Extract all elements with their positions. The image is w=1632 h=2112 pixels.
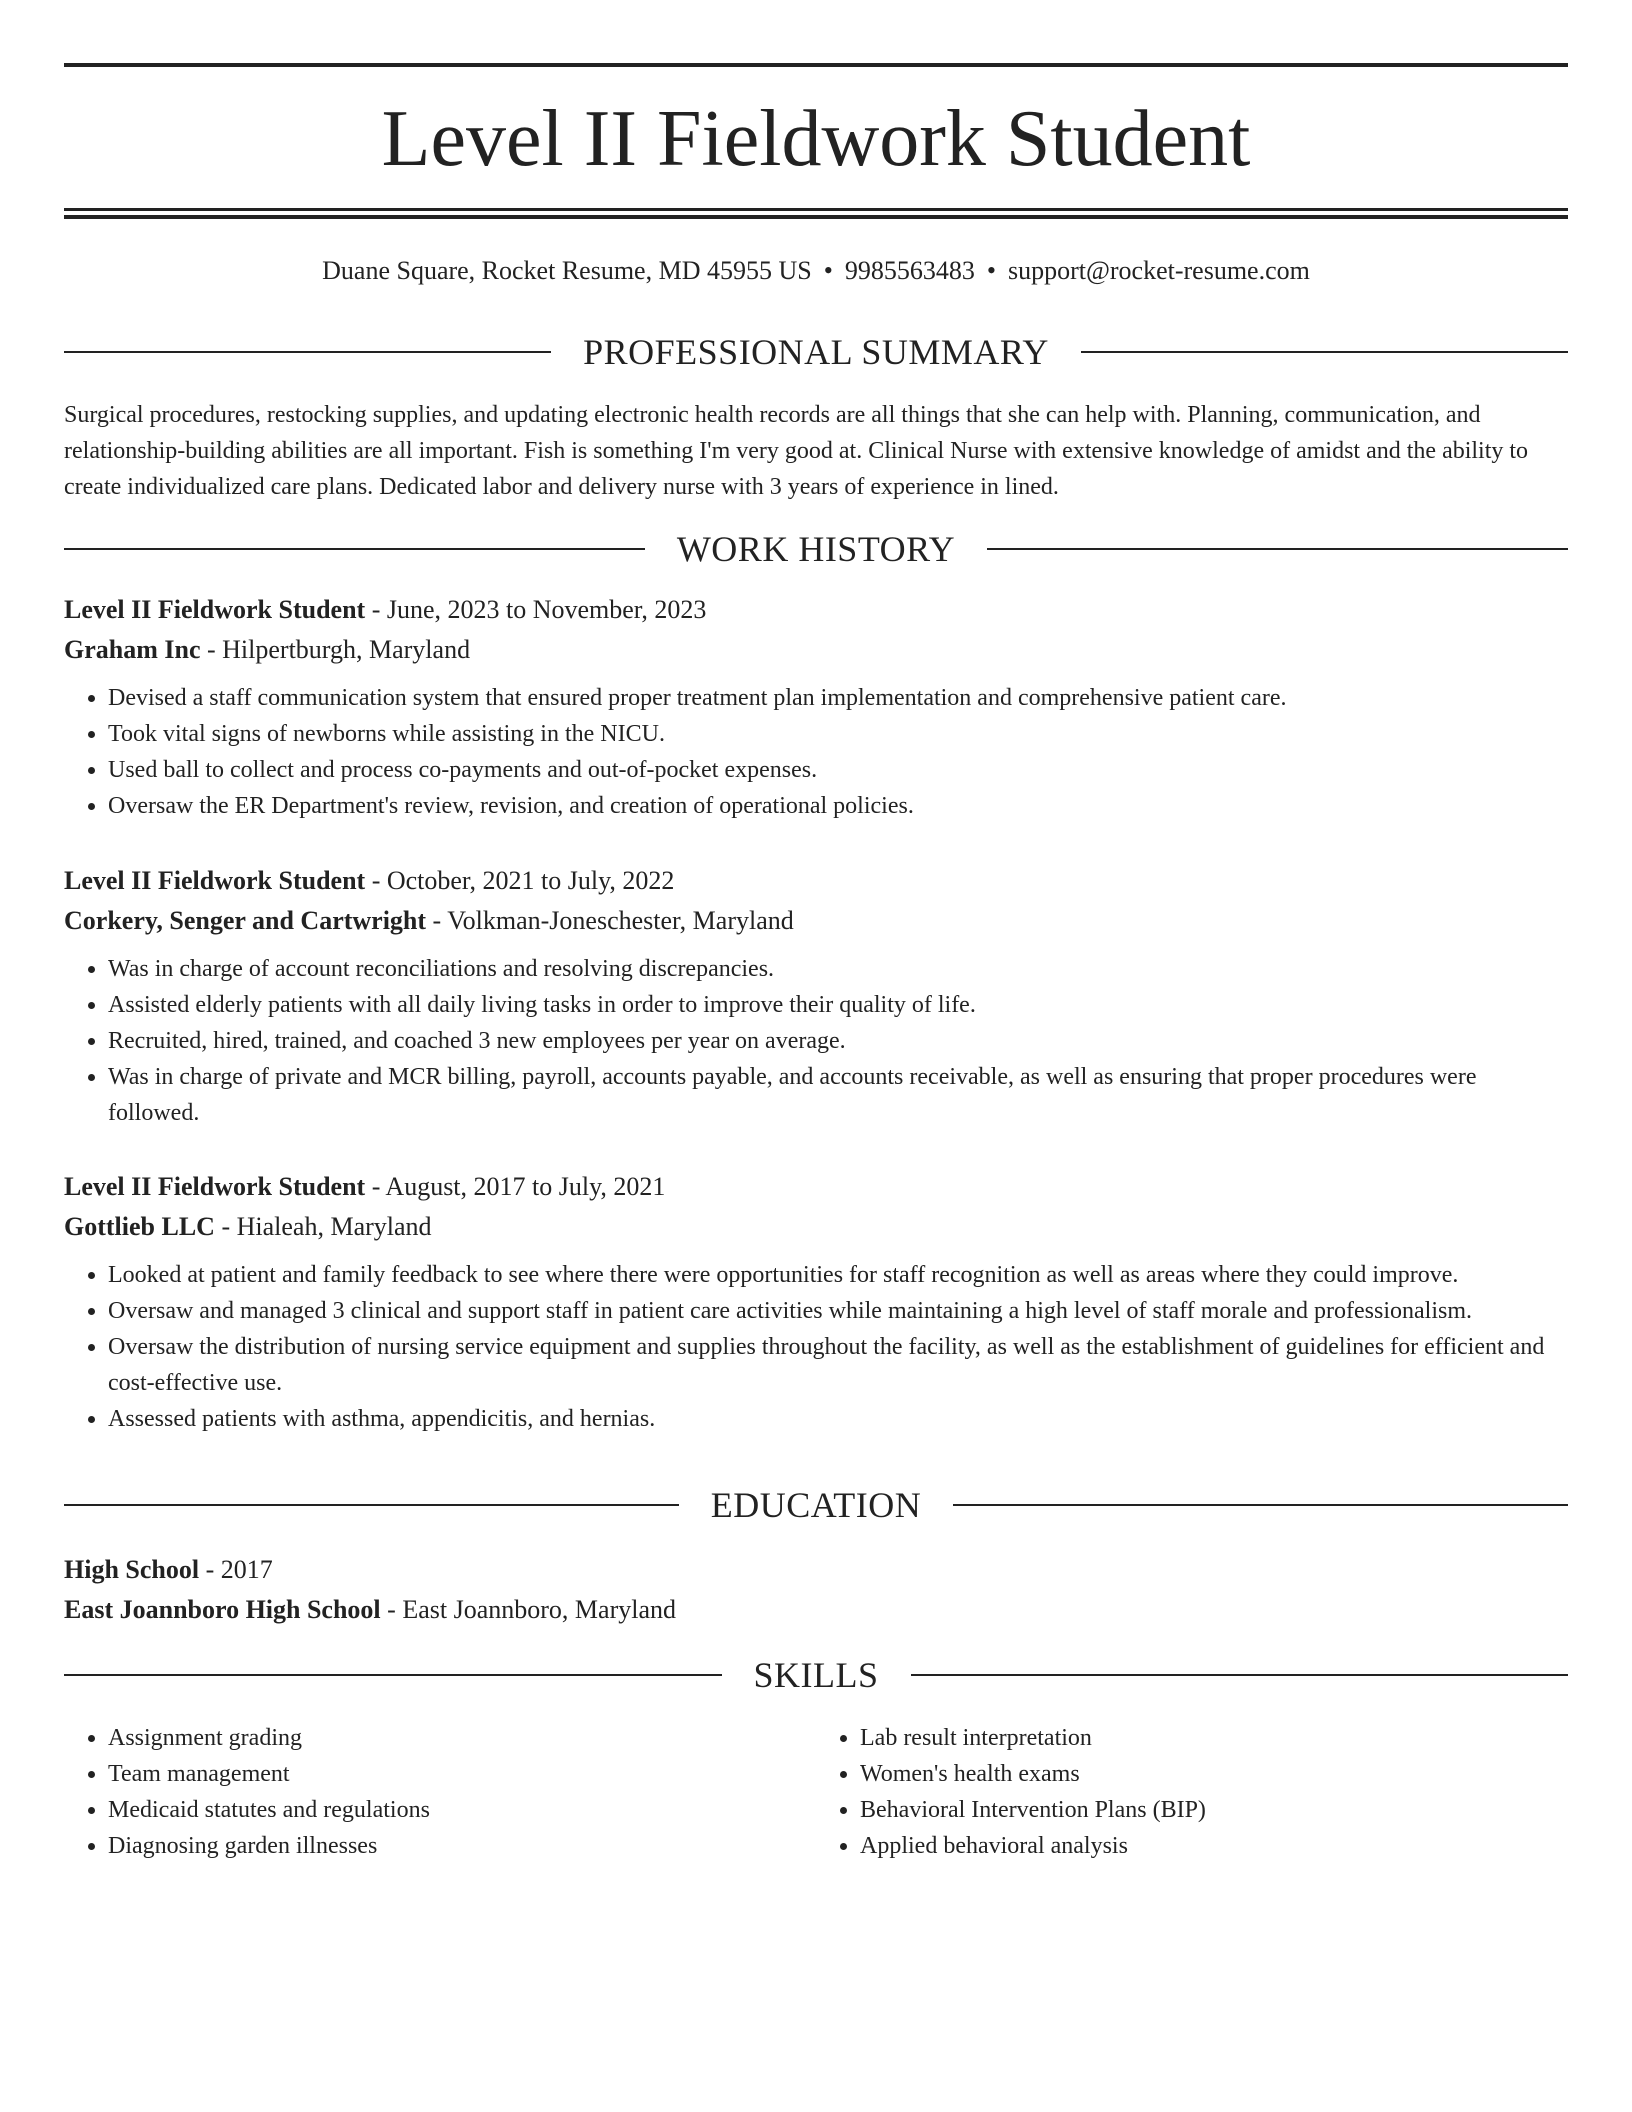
heading-rule — [64, 1674, 722, 1676]
job-bullets — [64, 951, 1568, 1131]
job-title: Level II Fieldwork Student — [64, 866, 366, 895]
skills-list — [64, 1720, 1568, 1864]
job-bullet: • Was in charge of account reconciliations and resolving discrepancies. — [108, 951, 1568, 987]
education-year: - 2017 — [199, 1555, 273, 1584]
job-bullet: • Looked at patient and family feedback to see where there were opportunities for staff recognition as well as areas where they could improve. — [108, 1257, 1568, 1293]
education-school-line — [64, 1590, 1568, 1630]
contact-address: Duane Square, Rocket Resume, MD 45955 US — [322, 256, 812, 285]
job-location: - Hialeah, Maryland — [214, 1212, 432, 1241]
job-bullet: • Recruited, hired, trained, and coached 3 new employees per year on average. — [108, 1023, 1568, 1059]
job-location: - Volkman-Joneschester, Maryland — [426, 906, 794, 935]
heading-rule — [953, 1504, 1568, 1506]
job-title-line — [64, 590, 1568, 630]
contact-separator: • — [986, 256, 996, 285]
top-rule — [64, 63, 1568, 67]
job-bullet: • Oversaw the ER Department's review, revision, and creation of operational policies. — [108, 788, 1568, 824]
skills-column-right — [816, 1720, 1568, 1864]
job-title-line — [64, 1167, 1568, 1207]
job-entry-1 — [64, 590, 1568, 824]
job-bullet: • Was in charge of private and MCR billing, payroll, accounts payable, and accounts receivable, as well as ensuring that proper procedures were followed. — [108, 1059, 1568, 1131]
job-location: - Hilpertburgh, Maryland — [200, 635, 471, 664]
job-bullet: • Assisted elderly patients with all daily living tasks in order to improve their quality of life. — [108, 987, 1568, 1023]
education-heading-title: EDUCATION — [710, 1485, 922, 1525]
contact-line — [64, 254, 1568, 288]
job-bullet: • Oversaw and managed 3 clinical and support staff in patient care activities while maintaining a high level of staff morale and professionalism. — [108, 1293, 1568, 1329]
job-title: Level II Fieldwork Student — [64, 1172, 366, 1201]
skills-heading-title: SKILLS — [753, 1655, 879, 1695]
resume-name: Level II Fieldwork Student — [381, 95, 1251, 183]
work-history-heading-title: WORK HISTORY — [676, 529, 956, 569]
heading-rule — [987, 548, 1568, 550]
education-heading — [64, 1483, 1568, 1527]
education-degree-line — [64, 1550, 1568, 1590]
work-history-heading — [64, 527, 1568, 571]
job-bullet: • Assessed patients with asthma, appendicitis, and hernias. — [108, 1401, 1568, 1437]
heading-rule — [1081, 351, 1568, 353]
job-bullet: • Took vital signs of newborns while assisting in the NICU. — [108, 716, 1568, 752]
job-company: Corkery, Senger and Cartwright — [64, 906, 427, 935]
skills-heading — [64, 1653, 1568, 1697]
job-bullet: • Oversaw the distribution of nursing service equipment and supplies throughout the facility, as well as the establishment of guidelines for efficient and cost-effective use. — [108, 1329, 1568, 1401]
job-entry-2 — [64, 861, 1568, 1131]
heading-rule — [64, 1504, 679, 1506]
job-dates: - October, 2021 to July, 2022 — [365, 866, 675, 895]
contact-phone: 9985563483 — [844, 256, 975, 285]
heading-rule — [64, 351, 551, 353]
summary-heading-title: PROFESSIONAL SUMMARY — [583, 332, 1049, 372]
skill-item: • Assignment grading — [108, 1720, 816, 1756]
job-company-line — [64, 1207, 1568, 1247]
skills-column-left — [64, 1720, 816, 1864]
job-company-line — [64, 630, 1568, 670]
job-bullet: • Devised a staff communication system that ensured proper treatment plan implementation and comprehensive patient care. — [108, 680, 1568, 716]
header-double-rule — [64, 208, 1568, 219]
job-bullets — [64, 680, 1568, 824]
education-location: - East Joannboro, Maryland — [380, 1595, 676, 1624]
skill-item: • Medicaid statutes and regulations — [108, 1792, 816, 1828]
job-entry-3 — [64, 1167, 1568, 1437]
job-title-line — [64, 861, 1568, 901]
job-dates: - August, 2017 to July, 2021 — [365, 1172, 666, 1201]
skill-item: • Behavioral Intervention Plans (BIP) — [860, 1792, 1568, 1828]
education-entry — [64, 1550, 1568, 1630]
education-school: East Joannboro High School — [64, 1595, 381, 1624]
heading-rule — [64, 548, 645, 550]
job-company: Graham Inc — [64, 635, 201, 664]
job-company-line — [64, 901, 1568, 941]
job-bullets — [64, 1257, 1568, 1437]
summary-text: Surgical procedures, restocking supplies, and updating electronic health records are all things that she can help with. Planning, communication, and relationship-building abilities are all important. Fish is something I'm very good at. Clinical Nurse with extensive knowledge of amidst and the ability to create individualized care plans. Dedicated labor and delivery nurse with 3 years of experience in lined. — [64, 402, 1529, 500]
contact-email: support@rocket-resume.com — [1007, 256, 1310, 285]
job-dates: - June, 2023 to November, 2023 — [365, 595, 707, 624]
skill-item: • Team management — [108, 1756, 816, 1792]
job-company: Gottlieb LLC — [64, 1212, 215, 1241]
heading-rule — [911, 1674, 1569, 1676]
summary-heading — [64, 330, 1568, 374]
job-bullet: • Used ball to collect and process co-payments and out-of-pocket expenses. — [108, 752, 1568, 788]
skill-item: • Applied behavioral analysis — [860, 1828, 1568, 1864]
education-degree: High School — [64, 1555, 200, 1584]
skill-item: • Women's health exams — [860, 1756, 1568, 1792]
skill-item: • Diagnosing garden illnesses — [108, 1828, 816, 1864]
job-title: Level II Fieldwork Student — [64, 595, 366, 624]
skill-item: • Lab result interpretation — [860, 1720, 1568, 1756]
contact-separator: • — [823, 256, 833, 285]
